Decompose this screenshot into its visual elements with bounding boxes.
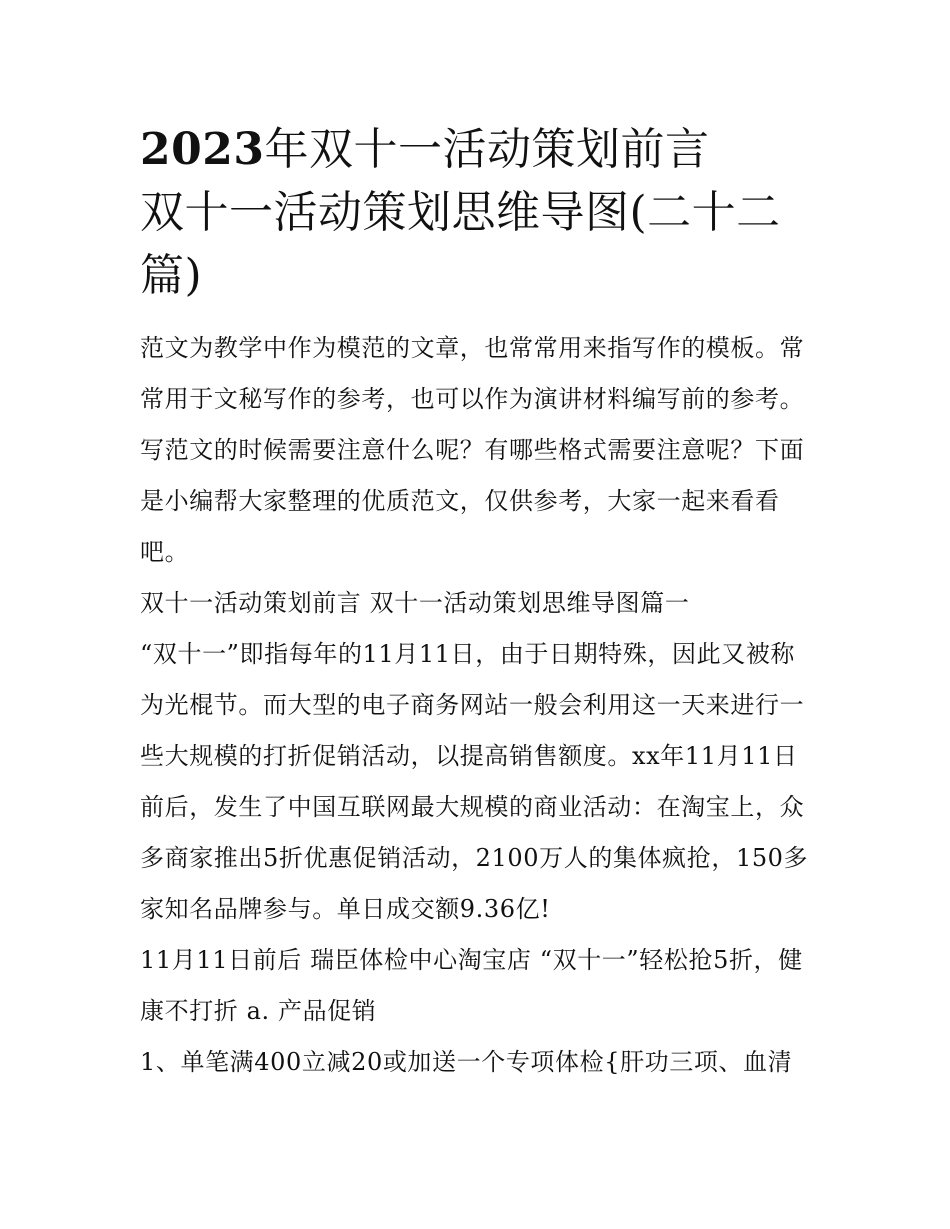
intro-paragraph: 范文为教学中作为模范的文章，也常常用来指写作的模板。常常用于文秘写作的参考，也可以作为演讲材料编写前的参考。写范文的时候需要注意什么呢？有哪些格式需要注意呢？下面是小编帮大家整理的优质范文，仅供参考，大家一起来看看吧。 <box>140 334 805 566</box>
list-item: 1、单笔满400立减20或加送一个专项体检{肝功三项、血清 <box>140 1048 793 1076</box>
promo-paragraph: 11月11日前后 瑞臣体检中心淘宝店 “双十一”轻松抢5折，健康不打折 a. 产品促销 <box>140 946 803 1025</box>
section-heading: 双十一活动策划前言 双十一活动策划思维导图篇一 <box>140 589 690 617</box>
title-line-2: 双十一活动策划思维导图(二十二篇) <box>140 187 781 301</box>
body-paragraph: “双十一”即指每年的11月11日，由于日期特殊，因此又被称为光棍节。而大型的电子商务网站一般会利用这一天来进行一些大规模的打折促销活动，以提高销售额度。xx年11月11日前后，发生了中国互联网最大规模的商业活动：在淘宝上，众多商家推出5折优惠促销活动，2100万人的集体疯抢，150多家知名品牌参与。单日成交额9.36亿! <box>140 640 809 923</box>
title-line-1 <box>140 118 812 181</box>
document-title <box>140 118 812 307</box>
document-page <box>140 118 812 1088</box>
title-line-1-text: 年双十一活动策划前言 <box>264 124 710 175</box>
title-year: 2023 <box>140 124 265 175</box>
